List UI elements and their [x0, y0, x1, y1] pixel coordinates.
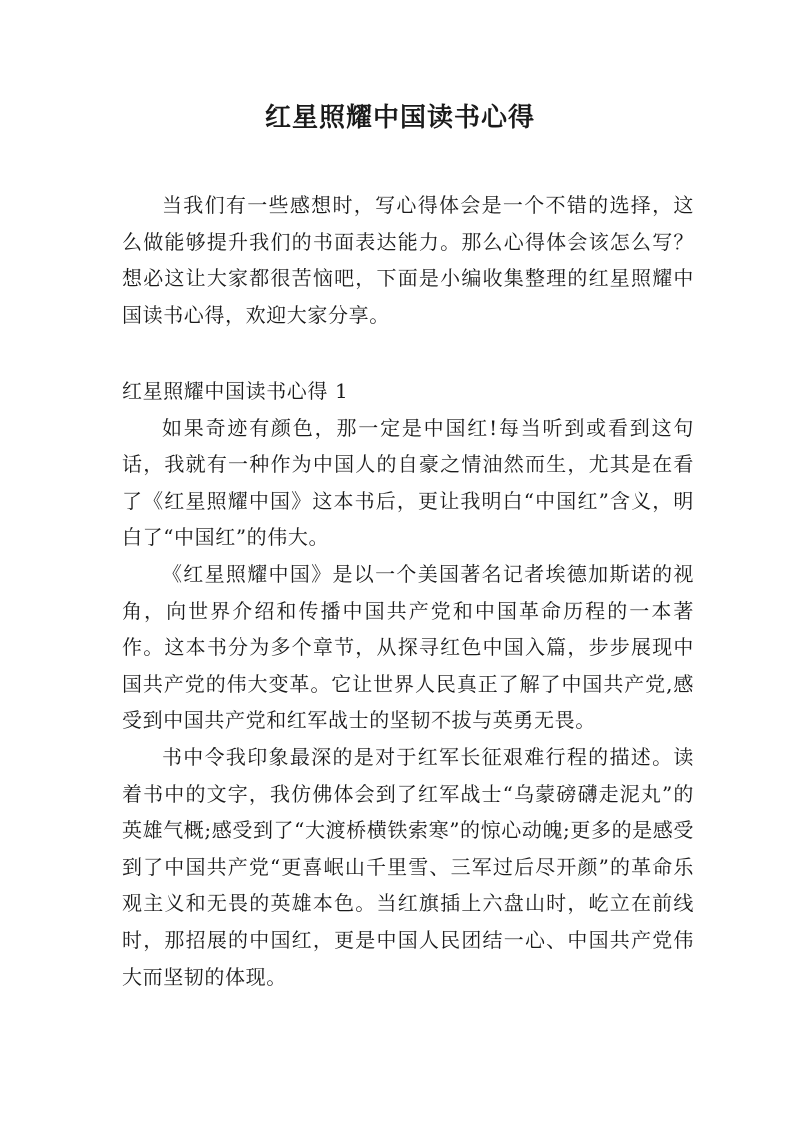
section-heading: 红星照耀中国读书心得 1	[122, 379, 349, 403]
page-title: 红星照耀中国读书心得	[264, 103, 535, 133]
section-1	[122, 373, 694, 995]
paragraph-1: 如果奇迹有颜色，那一定是中国红!每当听到或看到这句话，我就有一种作为中国人的自豪之情油然而生，尤其是在看了《红星照耀中国》这本书后，更让我明白“中国红”含义，明白了“中国红”的伟大。	[122, 415, 694, 550]
paragraph-3: 书中令我印象最深的是对于红军长征艰难行程的描述。读着书中的文字，我仿佛体会到了红军战士“乌蒙磅礴走泥丸”的英雄气概;感受到了“大渡桥横铁索寒”的惊心动魄;更多的是感受到了中国共产党“更喜岷山千里雪、三军过后尽开颜”的革命乐观主义和无畏的英雄本色。当红旗插上六盘山时，屹立在前线时，那招展的中国红，更是中国人民团结一心、中国共产党伟大而坚韧的体现。	[122, 744, 694, 989]
intro-block	[122, 187, 694, 333]
intro-paragraph: 当我们有一些感想时，写心得体会是一个不错的选择，这么做能够提升我们的书面表达能力。那么心得体会该怎么写？想必这让大家都很苦恼吧，下面是小编收集整理的红星照耀中国读书心得，欢迎大家分享。	[122, 193, 694, 327]
paragraph-2: 《红星照耀中国》是以一个美国著名记者埃德加斯诺的视角，向世界介绍和传播中国共产党和中国革命历程的一本著作。这本书分为多个章节，从探寻红色中国入篇，步步展现中国共产党的伟大变革。它让世界人民真正了解了中国共产党,感受到中国共产党和红军战士的坚韧不拔与英勇无畏。	[122, 561, 694, 733]
